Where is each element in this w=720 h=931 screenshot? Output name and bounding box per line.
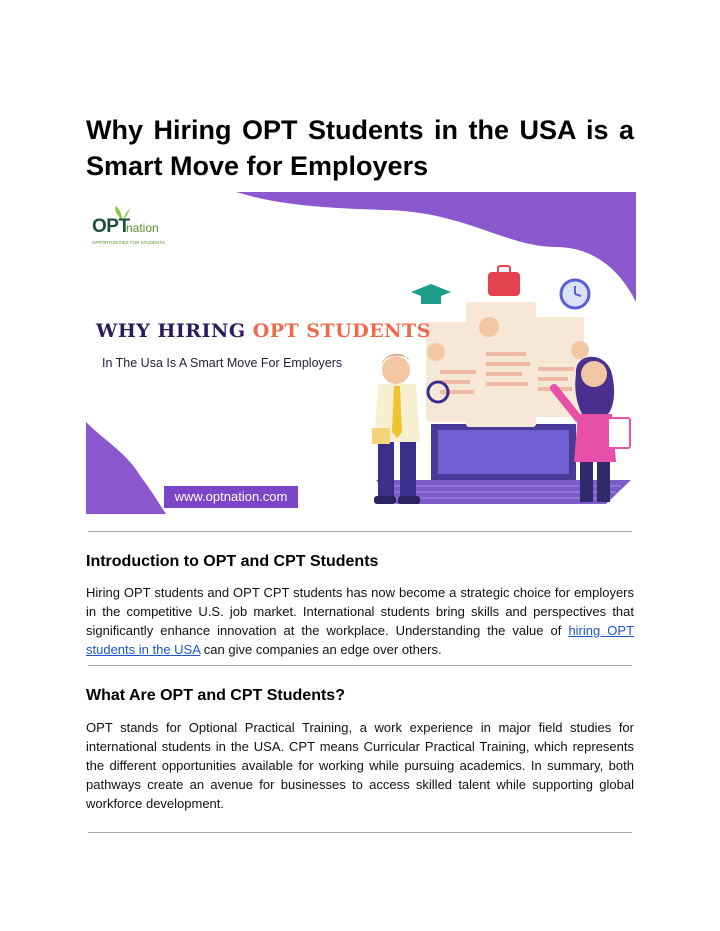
section-divider — [88, 531, 632, 532]
logo-wordmark-suffix: nation — [126, 221, 159, 235]
logo-wordmark: OPT — [92, 216, 130, 237]
logo-tagline: OPPORTUNITIES FOR STUDENTS — [92, 240, 165, 245]
section-heading: What Are OPT and CPT Students? — [86, 687, 345, 704]
optnation-logo — [92, 208, 182, 248]
paragraph-text: can give companies an edge over others. — [200, 642, 442, 657]
hero-banner-image — [86, 192, 636, 514]
section-heading: Introduction to OPT and CPT Students — [86, 553, 379, 570]
hiring-opt-link[interactable]: hiring OPT students in the USA — [86, 623, 635, 657]
banner-subheadline: In The Usa Is A Smart Move For Employers — [102, 356, 343, 370]
section-divider — [88, 665, 632, 666]
section-divider — [88, 832, 632, 833]
banner-url: www.optnation.com — [164, 486, 298, 508]
document-title: Why Hiring OPT Students in the USA is a Smart Move for Employers — [86, 115, 634, 181]
banner-headline — [96, 320, 431, 342]
paragraph-text: Hiring OPT students and OPT CPT students has now become a strategic choice for employers in the competitive U.S. job market. International students bring skills and perspectives that significantly enhance innovation at the workplace. Understanding the value of — [86, 585, 634, 638]
banner-headline-part2: OPT STUDENTS — [252, 320, 431, 342]
section-paragraph: OPT stands for Optional Practical Training, a work experience in major field studies for international students in the USA. CPT means Curricular Practical Training, which represents the different opportunities available for working while pursuing academics. In summary, both pathways create an avenue for businesses to access skilled talent while supporting global workforce development. — [86, 720, 634, 811]
banner-headline-part1: WHY HIRING — [96, 320, 253, 342]
section-paragraph — [86, 583, 634, 659]
